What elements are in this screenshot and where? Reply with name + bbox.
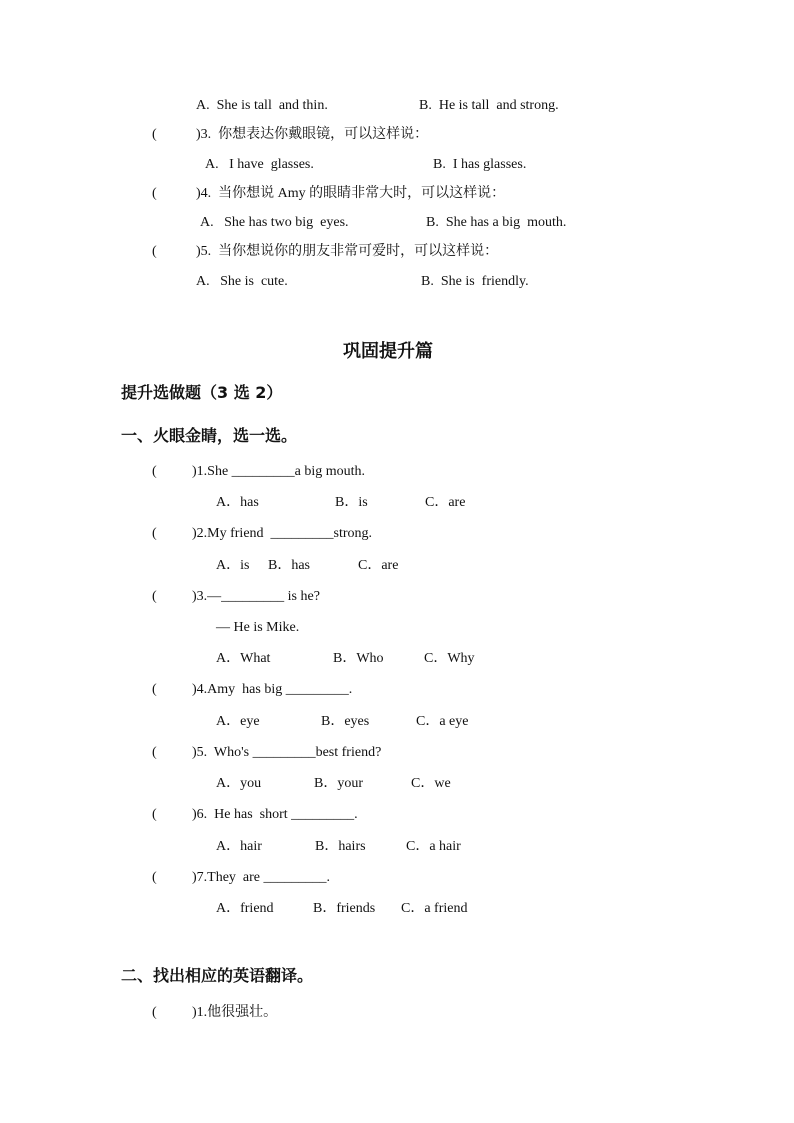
q4-option-b: B. She has a big mouth. bbox=[426, 215, 567, 230]
question-text: )3.—_________ is he? bbox=[192, 589, 320, 604]
question-text: )4. 当你想说 Amy 的眼睛非常大时，可以这样说： bbox=[196, 186, 506, 201]
option-a: A．friend bbox=[216, 901, 274, 916]
option-a: A．What bbox=[216, 651, 271, 666]
part2-heading: 二、找出相应的英语翻译。 bbox=[121, 966, 314, 985]
option-c: C．are bbox=[425, 495, 466, 510]
answer-paren: ( bbox=[152, 1005, 157, 1020]
option-b: B．is bbox=[335, 495, 368, 510]
question-text: )5. Who's _________best friend? bbox=[192, 745, 382, 760]
q2-option-a: A. She is tall and thin. bbox=[196, 98, 328, 113]
q4-option-a: A. She has two big eyes. bbox=[200, 215, 349, 230]
option-a: A．has bbox=[216, 495, 259, 510]
question-text: )3. 你想表达你戴眼镜，可以这样说： bbox=[196, 127, 429, 142]
option-c: C．a eye bbox=[416, 714, 469, 729]
question-text: )6. He has short _________. bbox=[192, 807, 358, 822]
option-b: B．has bbox=[268, 558, 310, 573]
option-a: A．you bbox=[216, 776, 262, 791]
answer-paren: ( bbox=[152, 870, 157, 885]
option-b: B．hairs bbox=[315, 839, 366, 854]
option-c: C．a friend bbox=[401, 901, 468, 916]
answer-paren: ( bbox=[152, 244, 157, 259]
option-c: C．a hair bbox=[406, 839, 461, 854]
option-c: C．are bbox=[358, 558, 399, 573]
option-b: B．eyes bbox=[321, 714, 370, 729]
question-text: )7.They are _________. bbox=[192, 870, 331, 885]
q5-option-b: B. She is friendly. bbox=[421, 274, 529, 289]
question-text: )5. 当你想说你的朋友非常可爱时，可以这样说： bbox=[196, 244, 499, 259]
answer-paren: ( bbox=[152, 682, 157, 697]
question-response: — He is Mike. bbox=[216, 620, 300, 635]
option-c: C．Why bbox=[424, 651, 475, 666]
question-text: )1.She _________a big mouth. bbox=[192, 464, 366, 479]
answer-paren: ( bbox=[152, 589, 157, 604]
section-title: 巩固提升篇 bbox=[343, 341, 433, 362]
option-a: A．eye bbox=[216, 714, 260, 729]
option-c: C．we bbox=[411, 776, 451, 791]
answer-paren: ( bbox=[152, 464, 157, 479]
option-b: B．your bbox=[314, 776, 363, 791]
option-b: B．friends bbox=[313, 901, 376, 916]
option-a: A．is bbox=[216, 558, 250, 573]
option-a: A．hair bbox=[216, 839, 262, 854]
option-b: B．Who bbox=[333, 651, 384, 666]
answer-paren: ( bbox=[152, 526, 157, 541]
part1-heading: 一、火眼金睛，选一选。 bbox=[121, 426, 298, 445]
q2-option-b: B. He is tall and strong. bbox=[419, 98, 559, 113]
q3-option-a: A. I have glasses. bbox=[205, 157, 314, 172]
subtitle: 提升选做题（3 选 2） bbox=[121, 383, 283, 402]
answer-paren: ( bbox=[152, 127, 157, 142]
q3-option-b: B. I has glasses. bbox=[433, 157, 527, 172]
answer-paren: ( bbox=[152, 807, 157, 822]
answer-paren: ( bbox=[152, 186, 157, 201]
q5-option-a: A. She is cute. bbox=[196, 274, 288, 289]
question-text: )4.Amy has big _________. bbox=[192, 682, 353, 697]
question-text: )2.My friend _________strong. bbox=[192, 526, 373, 541]
question-text: )1.他很强壮。 bbox=[192, 1005, 278, 1020]
answer-paren: ( bbox=[152, 745, 157, 760]
